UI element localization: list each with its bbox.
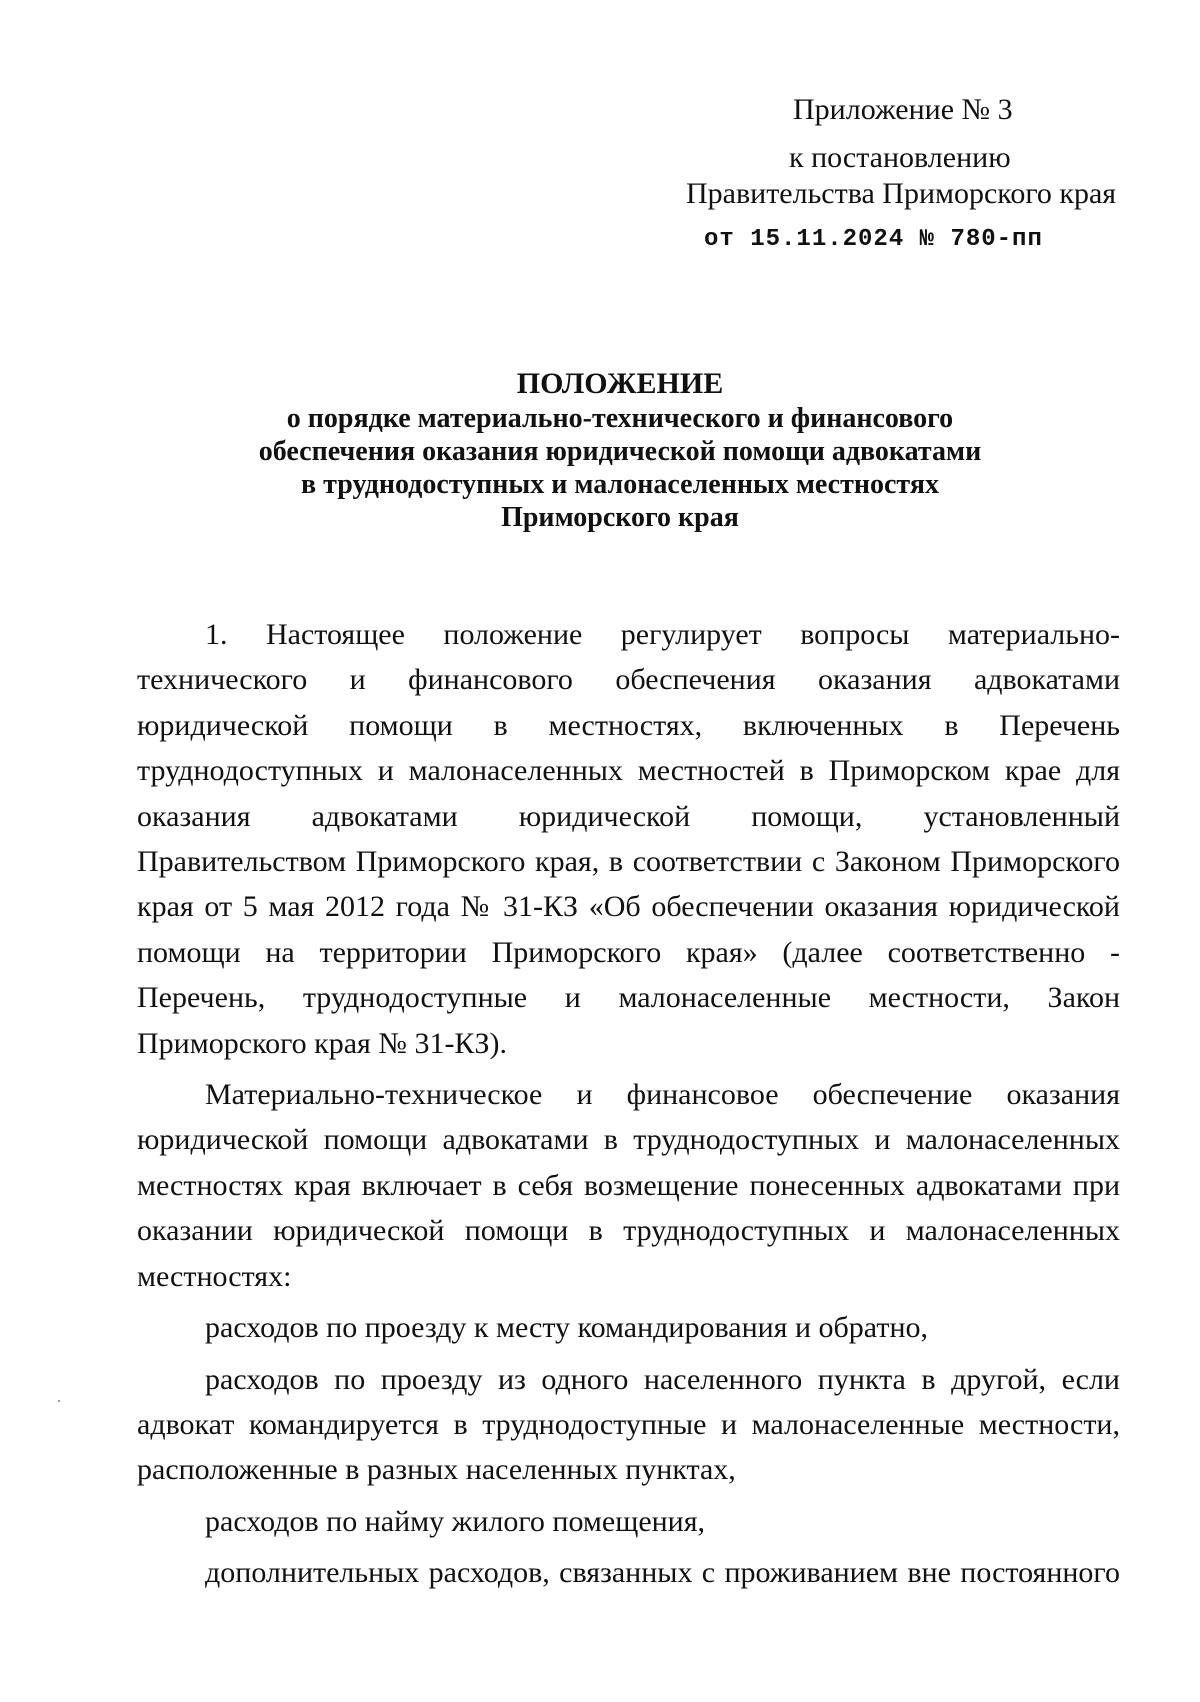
scan-speck <box>58 1400 60 1402</box>
paragraph-1: 1. Настоящее положение регулирует вопросы материально-технического и финансового обеспечения оказания адвокатами юридической помощи в местностях, включенных в Перечень труднодоступных и малонаселенных местностей в Приморском крае для оказания адвокатами юридической помощи, установленный Правительством Приморского края, в соответствии с Законом Приморского края от 5 мая 2012 года № 31-КЗ «Об обеспечении оказания юридической помощи на территории Приморского края» (далее соответственно - Перечень, труднодоступные и малонаселенные местности, Закон Приморского края № 31-КЗ). <box>137 618 1120 1060</box>
document-title <box>130 366 1110 534</box>
title-sub-line-4: Приморского края <box>501 502 739 533</box>
title-sub-line-3: в труднодоступных и малонаселенных местностях <box>301 469 939 500</box>
attachment-date-number: от 15.11.2024 № 780-пп <box>704 226 1043 253</box>
paragraph-4: расходов по проезду из одного населенного пункта в другой, если адвокат командируется в труднодоступные и малонаселенные местности, расположенные в разных населенных пунктах, <box>137 1362 1120 1487</box>
title-main: ПОЛОЖЕНИЕ <box>516 367 724 400</box>
attachment-to-resolution: к постановлению <box>789 141 1011 174</box>
paragraph-6: дополнительных расходов, связанных с проживанием вне постоянного <box>205 1556 1120 1590</box>
title-sub-line-2: обеспечения оказания юридической помощи адвокатами <box>258 436 982 467</box>
document-body <box>137 612 1120 1596</box>
paragraph-5: расходов по найму жилого помещения, <box>205 1504 706 1538</box>
paragraph-2: Материально-техническое и финансовое обеспечение оказания юридической помощи адвокатами в труднодоступных и малонаселенных местностях края включает в себя возмещение понесенных адвокатами при оказании юридической помощи в труднодоступных и малонаселенных местностях: <box>137 1078 1120 1293</box>
title-sub-line-1: о порядке материально-технического и финансового <box>286 403 954 434</box>
attachment-government: Правительства Приморского края <box>686 177 1117 210</box>
attachment-number: Приложение № 3 <box>793 93 1013 126</box>
paragraph-3: расходов по проезду к месту командирования и обратно, <box>205 1311 929 1345</box>
